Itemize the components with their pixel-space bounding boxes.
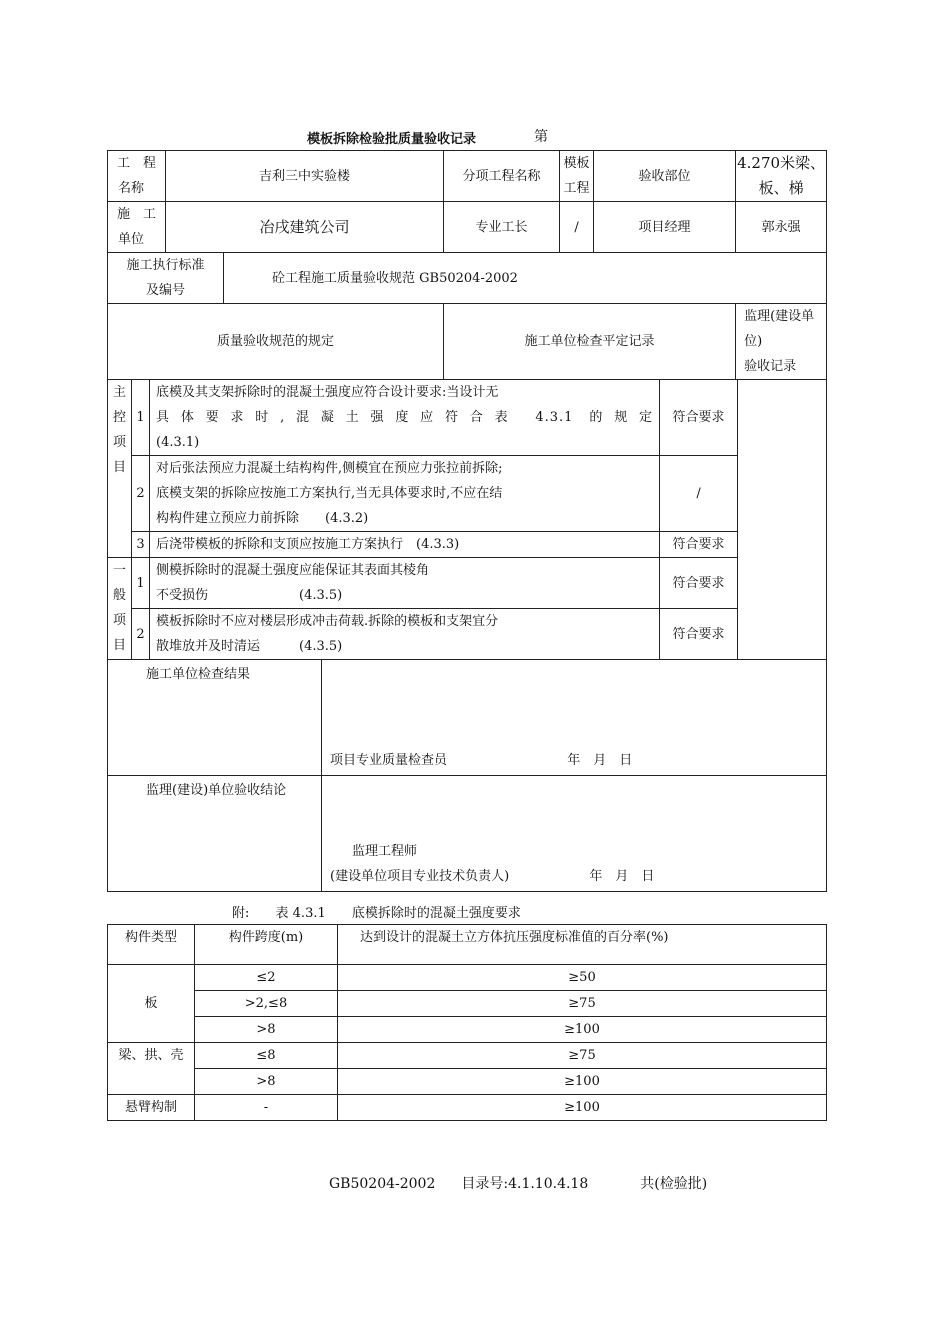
- supervisor-engineer-label: 监理工程师: [352, 844, 418, 859]
- project-name-value: 吉利三中实验楼: [166, 151, 444, 202]
- table-header: 构件跨度(m): [195, 925, 338, 965]
- general-item-1-result: 符合要求: [660, 558, 738, 609]
- manager-label: 项目经理: [594, 202, 736, 253]
- supervisor-record-column-header: 监理(建设单位) 验收记录: [736, 304, 827, 380]
- span-value: >8: [195, 1017, 338, 1043]
- main-control-item-2-result: /: [660, 456, 738, 532]
- subproject-value: 模板工程: [560, 151, 594, 202]
- contractor-record-column-header: 施工单位检查平定记录: [444, 304, 736, 380]
- table-header: 构件类型: [108, 925, 195, 965]
- appendix-caption: 附: 表 4.3.1 底模拆除时的混凝土强度要求: [232, 906, 521, 921]
- concrete-strength-table: [107, 924, 827, 1121]
- main-control-item-2-text: 对后张法预应力混凝土结构构件,侧模宜在预应力张拉前拆除; 底模支架的拆除应按施工方案执行,当无具体要求时,不应在结 构构件建立预应力前拆除 (4.3.2): [150, 456, 660, 532]
- general-item-1-text: 侧模拆除时的混凝土强度应能保证其表面其棱角 不受损伤 (4.3.5): [150, 558, 660, 609]
- inspection-record-table: [107, 150, 827, 892]
- location-label: 验收部位: [594, 151, 736, 202]
- supervisor-date: 年 月 日: [589, 869, 655, 884]
- supervisor-result-cell: [322, 776, 827, 892]
- table-header: 达到设计的混凝土立方体抗压强度标准值的百分率(%): [338, 925, 827, 965]
- title-row: [0, 126, 950, 148]
- manager-value: 郭永强: [736, 202, 827, 253]
- location-value: 4.270米梁、板、梯: [736, 151, 827, 202]
- contractor-date: 年 月 日: [567, 753, 633, 768]
- standard-value: 砼工程施工质量验收规范 GB50204-2002: [224, 253, 827, 304]
- item-number: 2: [132, 456, 150, 532]
- main-control-item-3-text: 后浇带模板的拆除和支顶应按施工方案执行 (4.3.3): [150, 532, 660, 558]
- percentage-value: ≥100: [338, 1069, 827, 1095]
- member-type: 悬臂构制: [108, 1095, 195, 1121]
- span-value: >8: [195, 1069, 338, 1095]
- footer: [329, 1173, 707, 1193]
- subproject-label: 分项工程名称: [444, 151, 560, 202]
- foreman-value: /: [560, 202, 594, 253]
- span-value: ≤2: [195, 965, 338, 991]
- supervisor-record-cell: [738, 380, 827, 660]
- contractor-result-label: 施工单位检查结果: [108, 660, 322, 776]
- general-items-label: 一 般 项 目: [108, 558, 132, 660]
- document-title: 模板拆除检验批质量验收记录: [307, 132, 477, 147]
- quality-inspector-label: 项目专业质量检查员: [330, 753, 448, 768]
- item-number: 1: [132, 380, 150, 456]
- item-number: 1: [132, 558, 150, 609]
- unit-value: 冶戌建筑公司: [166, 202, 444, 253]
- main-control-item-3-result: 符合要求: [660, 532, 738, 558]
- percentage-value: ≥75: [338, 991, 827, 1017]
- main-control-item-1-text: 底模及其支架拆除时的混凝土强度应符合设计要求:当设计无 具体要求时,混凝土强度应符合表 4.3.1 的规定 (4.3.1): [150, 380, 660, 456]
- item-number: 2: [132, 609, 150, 660]
- supervisor-result-label: 监理(建设)单位验收结论: [108, 776, 322, 892]
- document-number-label: 第: [534, 129, 548, 145]
- item-number: 3: [132, 532, 150, 558]
- general-item-2-result: 符合要求: [660, 609, 738, 660]
- percentage-value: ≥100: [338, 1095, 827, 1121]
- percentage-value: ≥50: [338, 965, 827, 991]
- general-item-2-text: 模板拆除时不应对楼层形成冲击荷载.拆除的模板和支架宜分 散堆放并及时清运 (4.3.5): [150, 609, 660, 660]
- percentage-value: ≥75: [338, 1043, 827, 1069]
- percentage-value: ≥100: [338, 1017, 827, 1043]
- span-value: >2,≤8: [195, 991, 338, 1017]
- span-value: -: [195, 1095, 338, 1121]
- standard-label: 施工执行标准 及编号: [108, 253, 224, 304]
- supervisor-engineer-note: (建设单位项目专业技术负责人): [330, 869, 510, 884]
- main-control-item-1-result: 符合要求: [660, 380, 738, 456]
- spec-column-header: 质量验收规范的规定: [108, 304, 444, 380]
- foreman-label: 专业工长: [444, 202, 560, 253]
- unit-label: 施 工 单位: [108, 202, 166, 253]
- footer-code: GB50204-2002: [329, 1176, 436, 1192]
- contractor-result-cell: [322, 660, 827, 776]
- footer-catalog: 目录号:4.1.10.4.18: [461, 1176, 589, 1192]
- span-value: ≤8: [195, 1043, 338, 1069]
- member-type: 梁、拱、壳: [108, 1043, 195, 1095]
- main-control-label: 主 控 项 目: [108, 380, 132, 558]
- footer-total: 共(检验批): [640, 1176, 708, 1192]
- member-type: 板: [108, 965, 195, 1043]
- project-name-label: 工 程 名称: [108, 151, 166, 202]
